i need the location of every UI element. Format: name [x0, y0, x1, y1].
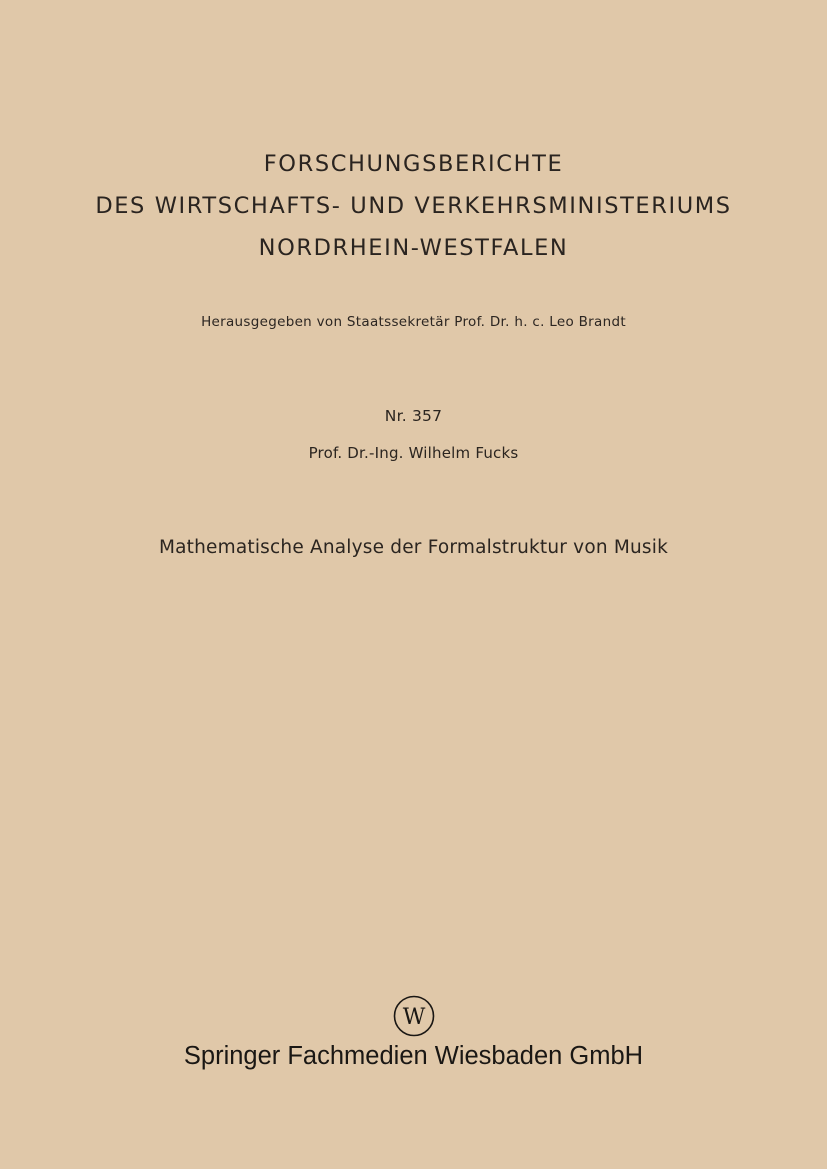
publisher-name: Springer Fachmedien Wiesbaden GmbH [183, 1042, 644, 1070]
logo-letter: W [402, 1005, 426, 1030]
book-title: Mathematische Analyse der Formalstruktur von Musik [158, 537, 669, 558]
springer-w-logo-icon [393, 995, 435, 1037]
editor-credit: Herausgegeben von Staatssekretär Prof. Dr. h. c. Leo Brandt [201, 314, 626, 330]
series-title-line-1: FORSCHUNGSBERICHTE [263, 151, 564, 177]
volume-number: Nr. 357 [384, 407, 443, 425]
series-title-line-2: DES WIRTSCHAFTS- UND VERKEHRSMINISTERIUMS [95, 193, 732, 219]
series-title-line-3: NORDRHEIN-WESTFALEN [258, 235, 569, 261]
author-name: Prof. Dr.-Ing. Wilhelm Fucks [308, 444, 519, 462]
